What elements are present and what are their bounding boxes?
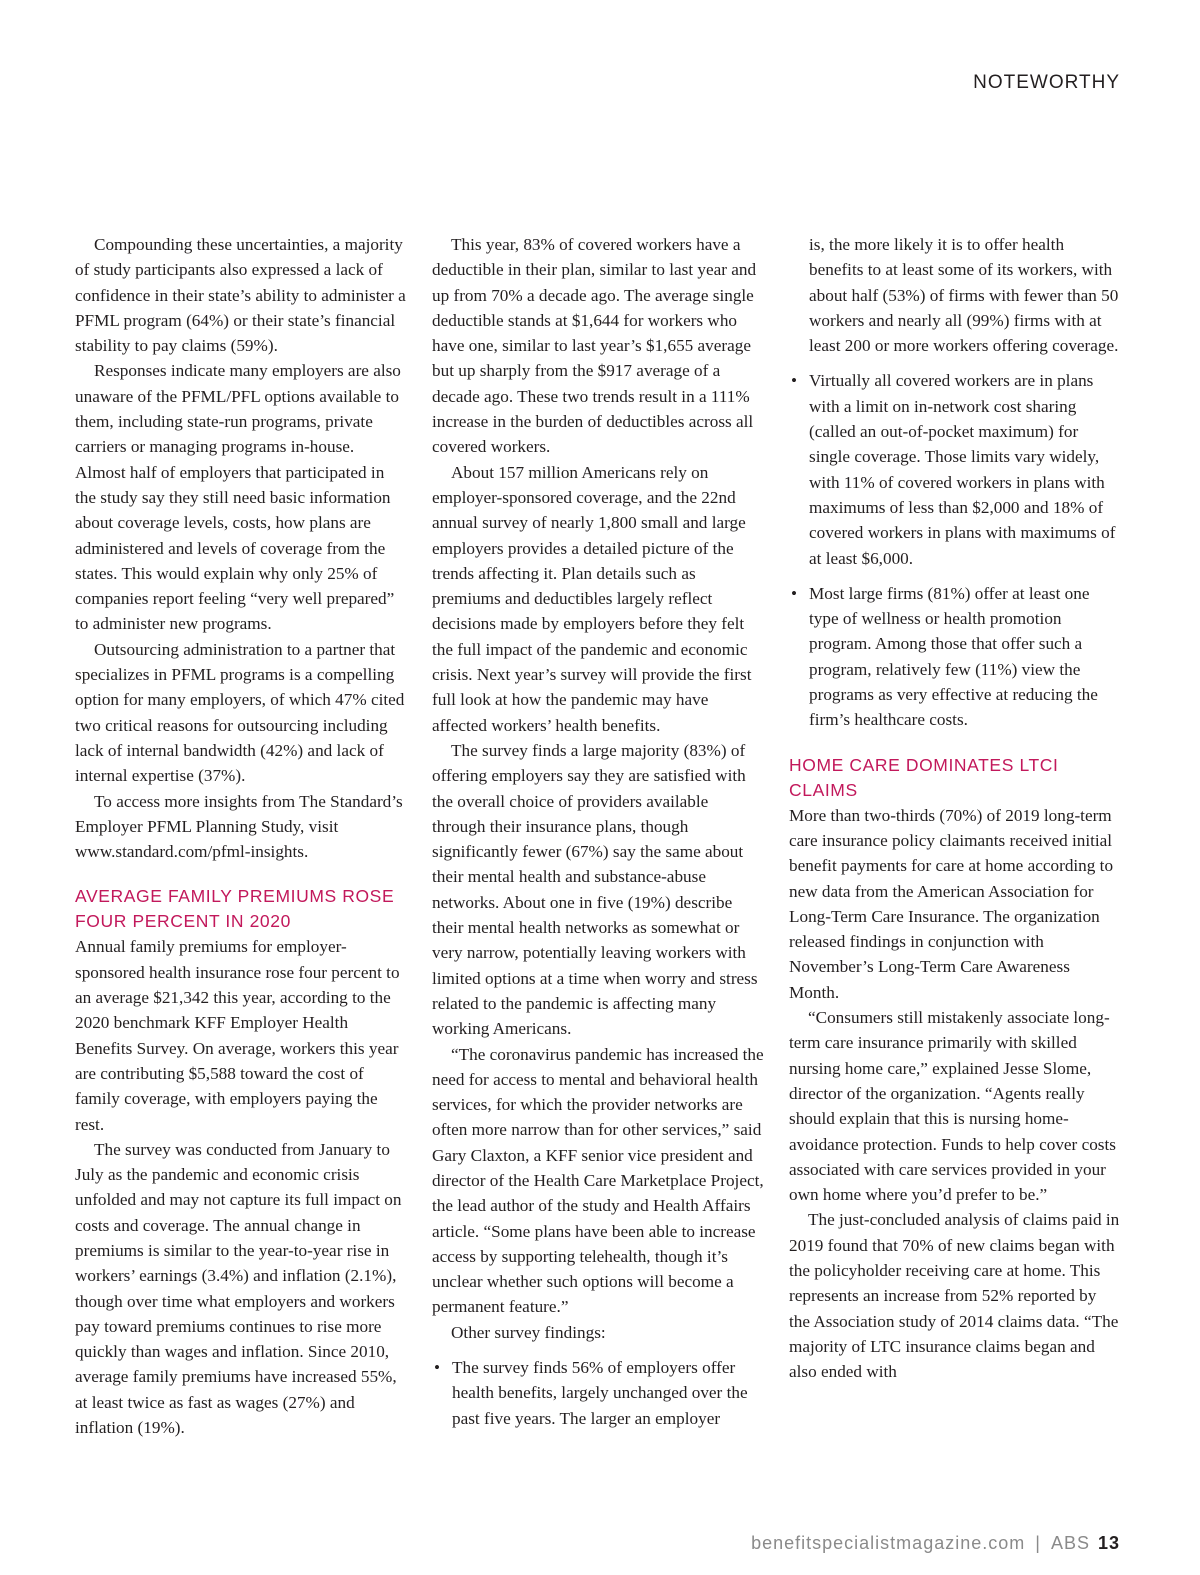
column-1	[75, 232, 407, 1440]
paragraph: Responses indicate many employers are also unaware of the PFML/PFL options available to them, including state-run programs, private carriers or managing programs in-house. Almost half of employers that participated in the study say they still need basic information about coverage levels, costs, how plans are administered and levels of coverage from the states. This would explain why only 25% of companies report feeling “very well prepared” to administer new programs.	[75, 361, 401, 634]
paragraph: “The coronavirus pandemic has increased the need for access to mental and behavioral health services, for which the provider networks are often more narrow than for other services,” said Gary Claxton, a KFF senior vice president and director of the Health Care Marketplace Project, the lead author of the study and Health Affairs article. “Some plans have been able to increase access by supporting telehealth, though it’s unclear whether such options will become a permanent feature.”	[432, 1044, 764, 1317]
list-item	[789, 368, 1121, 570]
bullet-icon: •	[791, 583, 798, 603]
paragraph: The survey was conducted from January to July as the pandemic and economic crisis unfolded and may not capture its full impact on costs and coverage. The annual change in premiums is similar to the year-to-year rise in workers’ earnings (3.4%) and inflation (2.1%), though over time what employers and workers pay toward premiums continues to rise more quickly than wages and inflation. Since 2010, average family premiums have increased 55%, at least twice as fast as wages (27%) and inflation (19%).	[75, 1139, 402, 1438]
footer-site: benefitspecialistmagazine.com	[751, 1533, 1026, 1553]
paragraph: “Consumers still mistakenly associate long-term care insurance primarily with skilled nursing home care,” explained Jesse Slome, director of the organization. “Agents really should explain that this is nursing home-avoidance protection. Funds to help cover costs associated with care services provided in your own home where you’d prefer to be.”	[789, 1008, 1116, 1205]
paragraph: Other survey findings:	[451, 1322, 606, 1342]
section-heading: AVERAGE FAMILY PREMIUMS ROSE FOUR PERCENT IN 2020	[75, 886, 395, 932]
list-item-text: Most large firms (81%) offer at least one type of wellness or health promotion program. Among those that offer such a program, relatively few (11%) view the programs as very effective at reducing the firm’s healthcare costs.	[809, 583, 1098, 730]
column-3	[789, 232, 1121, 1384]
findings-list	[432, 1355, 764, 1431]
section-heading: HOME CARE DOMINATES LTCI CLAIMS	[789, 754, 1059, 800]
list-item-text: Virtually all covered workers are in plans with a limit on in-network cost sharing (called an out-of-pocket maximum) for single coverage. Those limits vary widely, with 11% of covered workers in plans with maximums of less than $2,000 and 18% of covered workers in plans with maximums of at least $6,000.	[809, 371, 1116, 568]
paragraph: Annual family premiums for employer-sponsored health insurance rose four percent to an average $21,342 this year, according to the 2020 benchmark KFF Employer Health Benefits Survey. On average, workers this year are contributing $5,588 toward the cost of family coverage, with employers paying the rest.	[75, 937, 400, 1134]
paragraph: To access more insights from The Standard’s Employer PFML Planning Study, visit www.standard.com/pfml-insights.	[75, 791, 403, 862]
paragraph: More than two-thirds (70%) of 2019 long-term care insurance policy claimants received initial benefit payments for care at home according to new data from the American Association for Long-Term Care Insurance. The organization released findings in conjunction with November’s Long-Term Care Awareness Month.	[789, 805, 1114, 1002]
list-item	[789, 581, 1121, 733]
page-footer	[751, 1533, 1120, 1554]
bullet-icon: •	[434, 1358, 441, 1378]
footer-magazine: ABS	[1050, 1533, 1090, 1553]
findings-list-continued	[789, 368, 1121, 732]
section-label: NOTEWORTHY	[973, 72, 1120, 93]
paragraph: Outsourcing administration to a partner that specializes in PFML programs is a compelling option for many employers, of which 47% cited two critical reasons for outsourcing including lack of internal bandwidth (42%) and lack of internal expertise (37%).	[75, 639, 405, 786]
footer-separator: |	[1035, 1533, 1041, 1553]
list-item	[432, 1355, 764, 1431]
list-item-continued: is, the more likely it is to offer health benefits to at least some of its workers, with about half (53%) of firms with fewer than 50 workers and nearly all (99%) firms with at least 200 or more workers offering coverage.	[809, 235, 1119, 356]
paragraph: The just-concluded analysis of claims paid in 2019 found that 70% of new claims began with the policyholder receiving care at home. This represents an increase from 52% reported by the Association study of 2014 claims data. “The majority of LTC insurance claims began and also ended with	[789, 1210, 1120, 1382]
paragraph: Compounding these uncertainties, a majority of study participants also expressed a lack of confidence in their state’s ability to administer a PFML program (64%) or their state’s financial stability to pay claims (59%).	[75, 235, 406, 356]
paragraph: This year, 83% of covered workers have a deductible in their plan, similar to last year and up from 70% a decade ago. The average single deductible stands at $1,644 for workers who have one, similar to last year’s $1,655 average but up sharply from the $917 average of a decade ago. These two trends result in a 111% increase in the burden of deductibles across all covered workers.	[432, 235, 757, 457]
paragraph: The survey finds a large majority (83%) of offering employers say they are satisfied with the overall choice of providers available through their insurance plans, though significantly fewer (67%) say the same about their mental health and substance-abuse networks. About one in five (19%) describe their mental health networks as somewhat or very narrow, potentially leaving workers with limited options at a time when worry and stress related to the pandemic is affecting many working Americans.	[432, 740, 758, 1039]
list-item-text: The survey finds 56% of employers offer health benefits, largely unchanged over the past five years. The larger an employer	[452, 1358, 748, 1428]
column-2	[432, 232, 764, 1441]
page-number: 13	[1097, 1533, 1120, 1553]
paragraph: About 157 million Americans rely on employer-sponsored coverage, and the 22nd annual survey of nearly 1,800 small and large employers provides a detailed picture of the trends affecting it. Plan details such as premiums and deductibles largely reflect decisions made by employers before they felt the full impact of the pandemic and economic crisis. Next year’s survey will provide the first full look at how the pandemic may have affected workers’ health benefits.	[432, 462, 752, 735]
bullet-icon: •	[791, 371, 798, 391]
